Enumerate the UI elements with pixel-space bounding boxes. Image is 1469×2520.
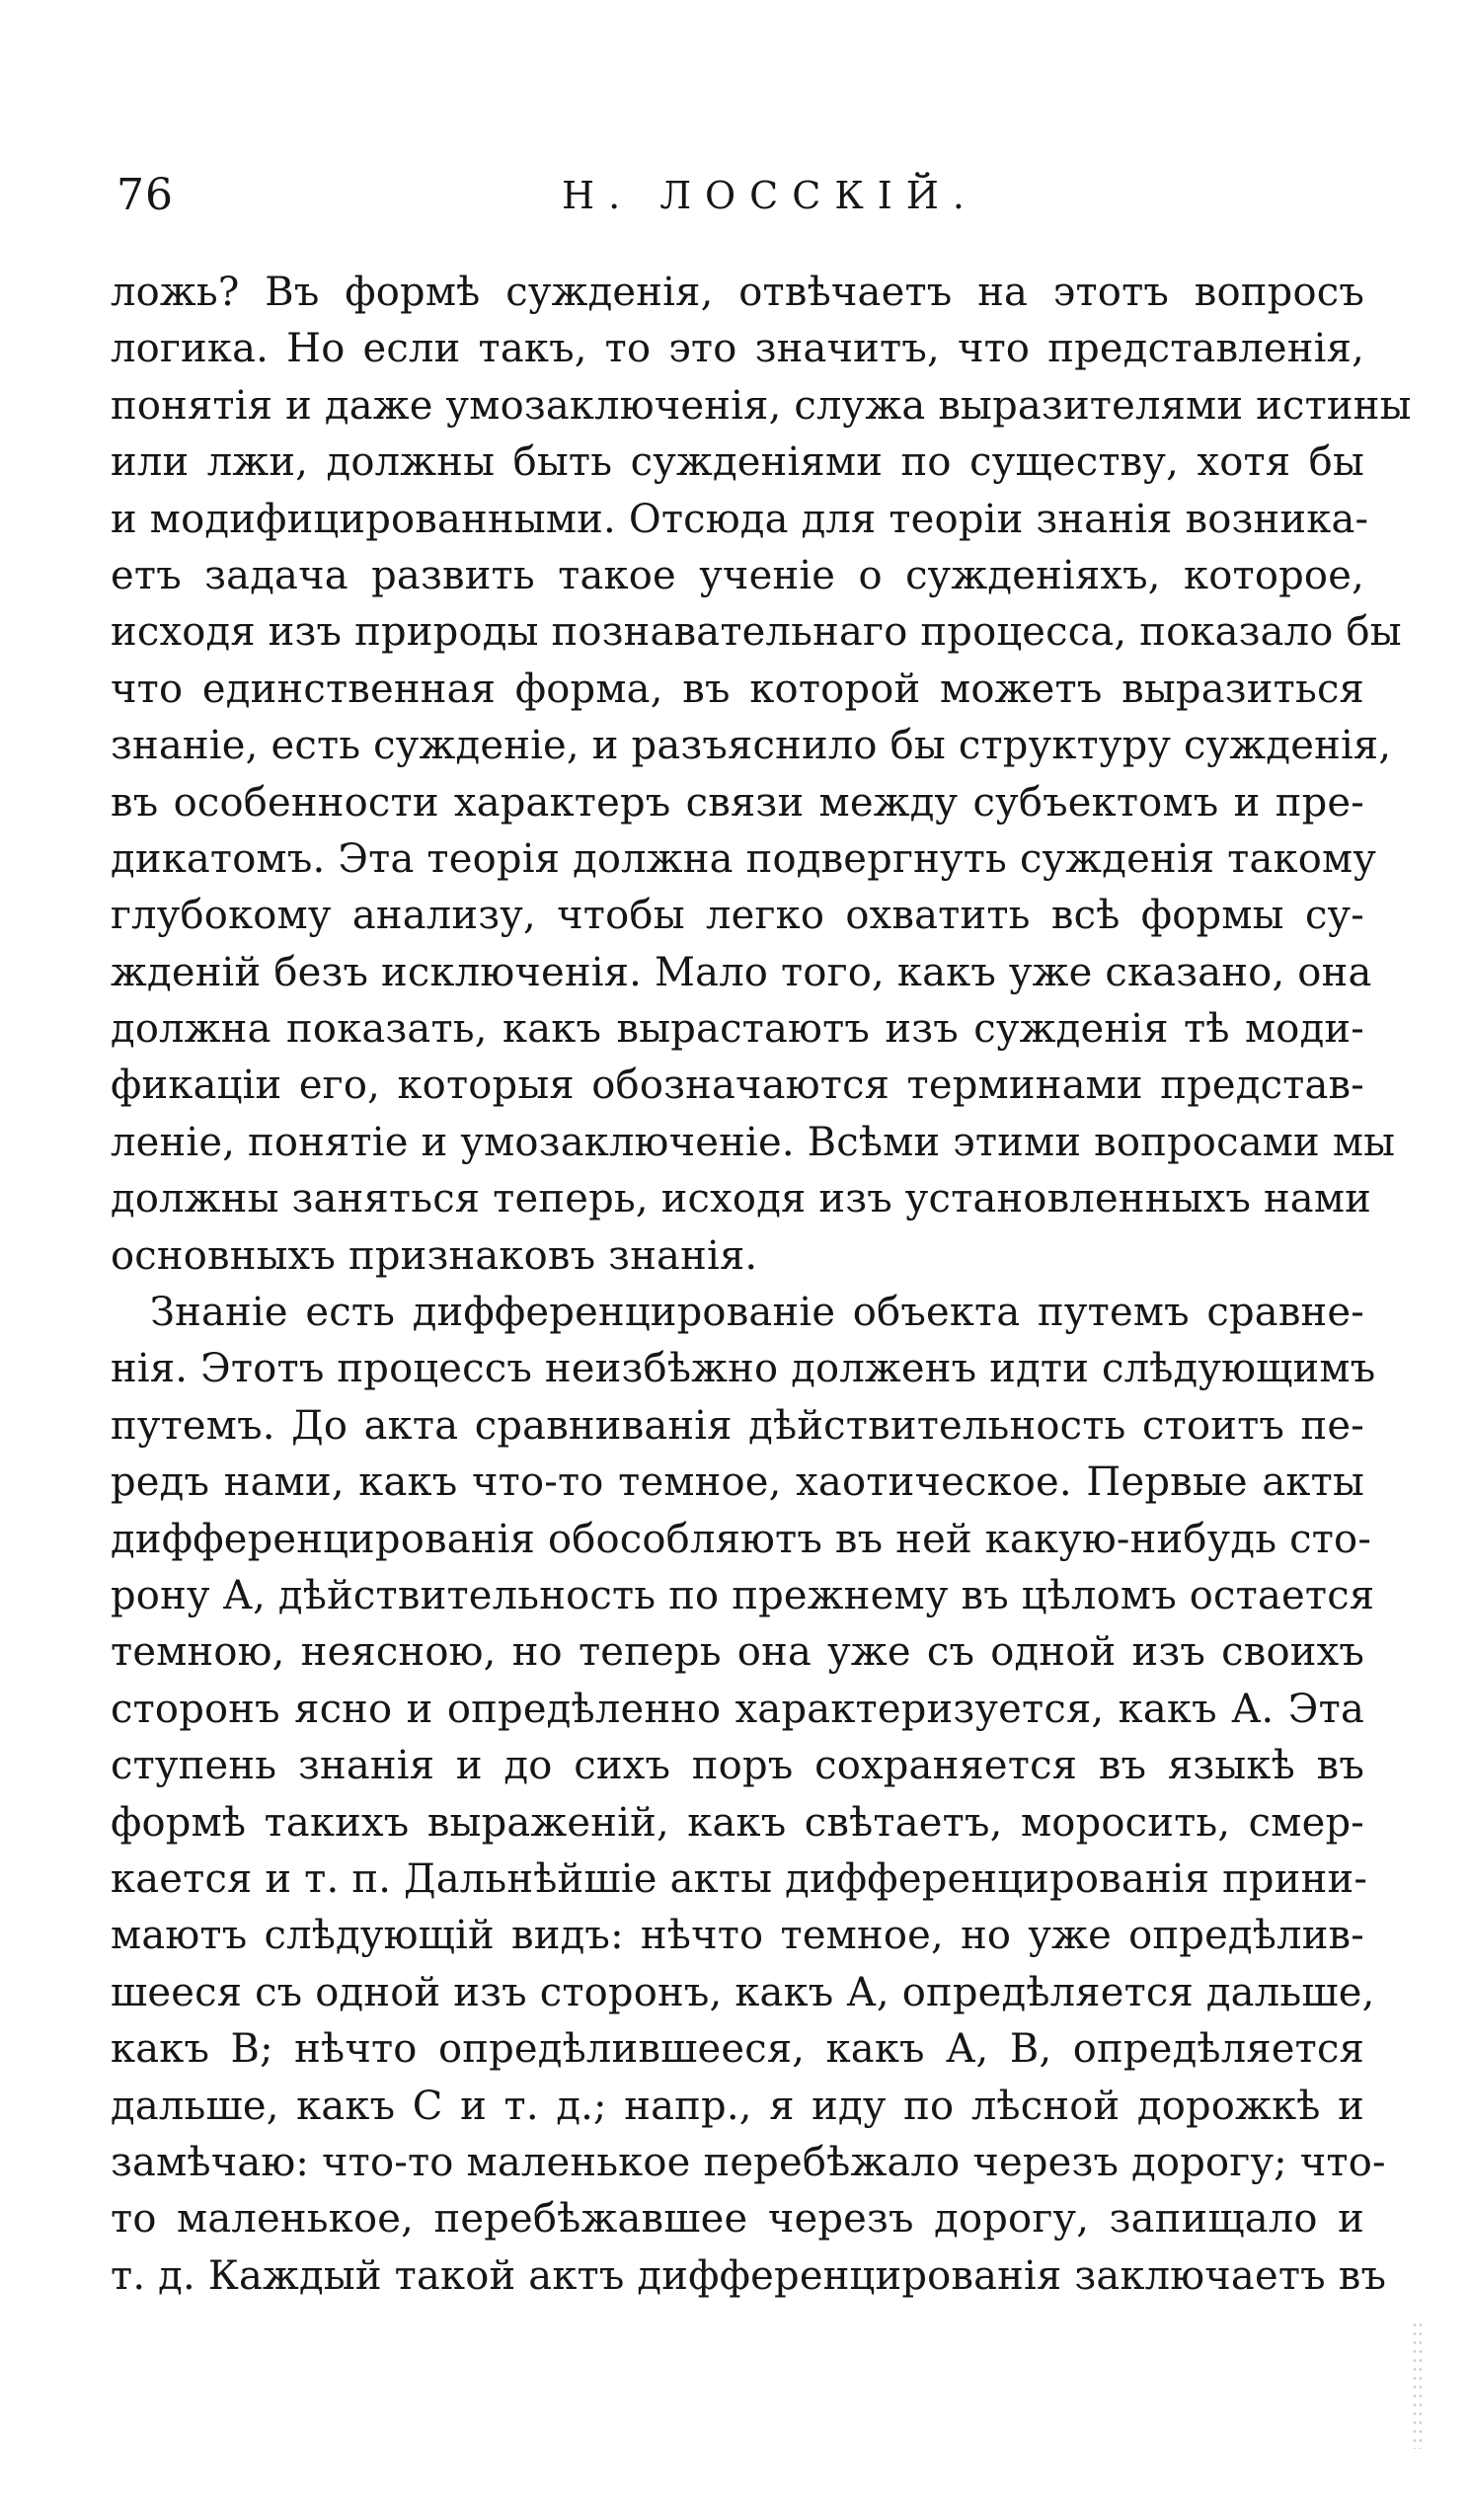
text-line: исходя изъ природы познавательнаго процесса, показало бы [111,609,1402,656]
text-line: дифференцированія обособляютъ въ ней какую-нибудь сто- [111,1516,1372,1562]
text-line: формѣ такихъ выраженій, какъ свѣтаетъ, моросить, смер- [111,1799,1364,1846]
text-line: жденій безъ исключенія. Мало того, какъ уже сказано, она [111,949,1372,995]
text-line: леніе, понятіе и умозаключеніе. Всѣми этими вопросами мы [111,1119,1396,1165]
body-text [111,265,1412,2305]
text-line: основныхъ признаковъ знанія. [111,1232,758,1279]
page-header [116,166,1364,225]
text-line: рону А, дѣйствительность по прежнему въ цѣломъ остается [111,1572,1375,1618]
paragraph-1 [111,265,1412,1285]
text-line: понятія и даже умозаключенія, служа выразителями истины [111,382,1412,429]
text-line: глубокому анализу, чтобы легко охватить всѣ формы су- [111,893,1364,939]
text-line: замѣчаю: что-то маленькое перебѣжало черезъ дорогу; что- [111,2139,1386,2185]
text-line: должна показать, какъ вырастаютъ изъ сужденія тѣ моди- [111,1006,1364,1053]
page-number: 76 [116,170,174,220]
text-line: что единственная форма, въ которой можетъ выразиться [111,666,1364,712]
text-line: нія. Этотъ процессъ неизбѣжно долженъ идти слѣдующимъ [111,1346,1376,1392]
text-line: темною, неясною, но теперь она уже съ одной изъ своихъ [111,1629,1364,1676]
text-line: маютъ слѣдующій видъ: нѣчто темное, но уже опредѣлив- [111,1913,1364,1959]
text-line: то маленькое, перебѣжавшее черезъ дорогу, запищало и [111,2196,1364,2243]
text-line: т. д. Каждый такой актъ дифференцированія заключаетъ въ [111,2252,1387,2299]
text-line: логика. Но если такъ, то это значитъ, что представленія, [111,326,1364,372]
text-line: и модифицированными. Отсюда для теоріи знанія возника- [111,496,1369,542]
text-line: ложь? Въ формѣ сужденія, отвѣчаетъ на этотъ вопросъ [111,270,1364,315]
text-line: путемъ. До акта сравниванія дѣйствительность стоитъ пе- [111,1402,1364,1449]
text-line: какъ В; нѣчто опредѣлившееся, какъ А, В, опредѣляется [111,2026,1364,2073]
text-line: ступень знанія и до сихъ поръ сохраняется въ языкѣ въ [111,1743,1364,1789]
text-line: сторонъ ясно и опредѣленно характеризуется, какъ А. Эта [111,1686,1364,1732]
text-line: должны заняться теперь, исходя изъ установленныхъ нами [111,1176,1372,1222]
text-line: фикаціи его, которыя обозначаются терминами представ- [111,1063,1364,1109]
running-head: Н. ЛОССКІЙ. [562,174,978,217]
scan-margin-speckle [1412,2321,1422,2449]
text-line: дальше, какъ С и т. д.; напр., я иду по лѣсной дорожкѣ и [111,2083,1364,2129]
paragraph-2 [111,1285,1387,2305]
text-line: редъ нами, какъ что-то темное, хаотическое. Первые акты [111,1459,1364,1506]
text-line: етъ задача развить такое ученіе о сужденіяхъ, которое, [111,552,1364,598]
text-line: знаніе, есть сужденіе, и разъяснило бы структуру сужденія, [111,723,1392,769]
text-line: Знаніе есть дифференцированіе объекта путемъ сравне- [150,1290,1364,1336]
text-line: кается и т. п. Дальнѣйшіе акты дифференцированія прини- [111,1855,1368,1902]
text-line: или лжи, должны быть сужденіями по существу, хотя бы [111,439,1364,486]
text-line: дикатомъ. Эта теорія должна подвергнуть сужденія такому [111,835,1377,882]
text-line: шееся съ одной изъ сторонъ, какъ А, опредѣляется дальше, [111,1969,1375,2015]
text-line: въ особенности характеръ связи между субъектомъ и пре- [111,779,1364,826]
